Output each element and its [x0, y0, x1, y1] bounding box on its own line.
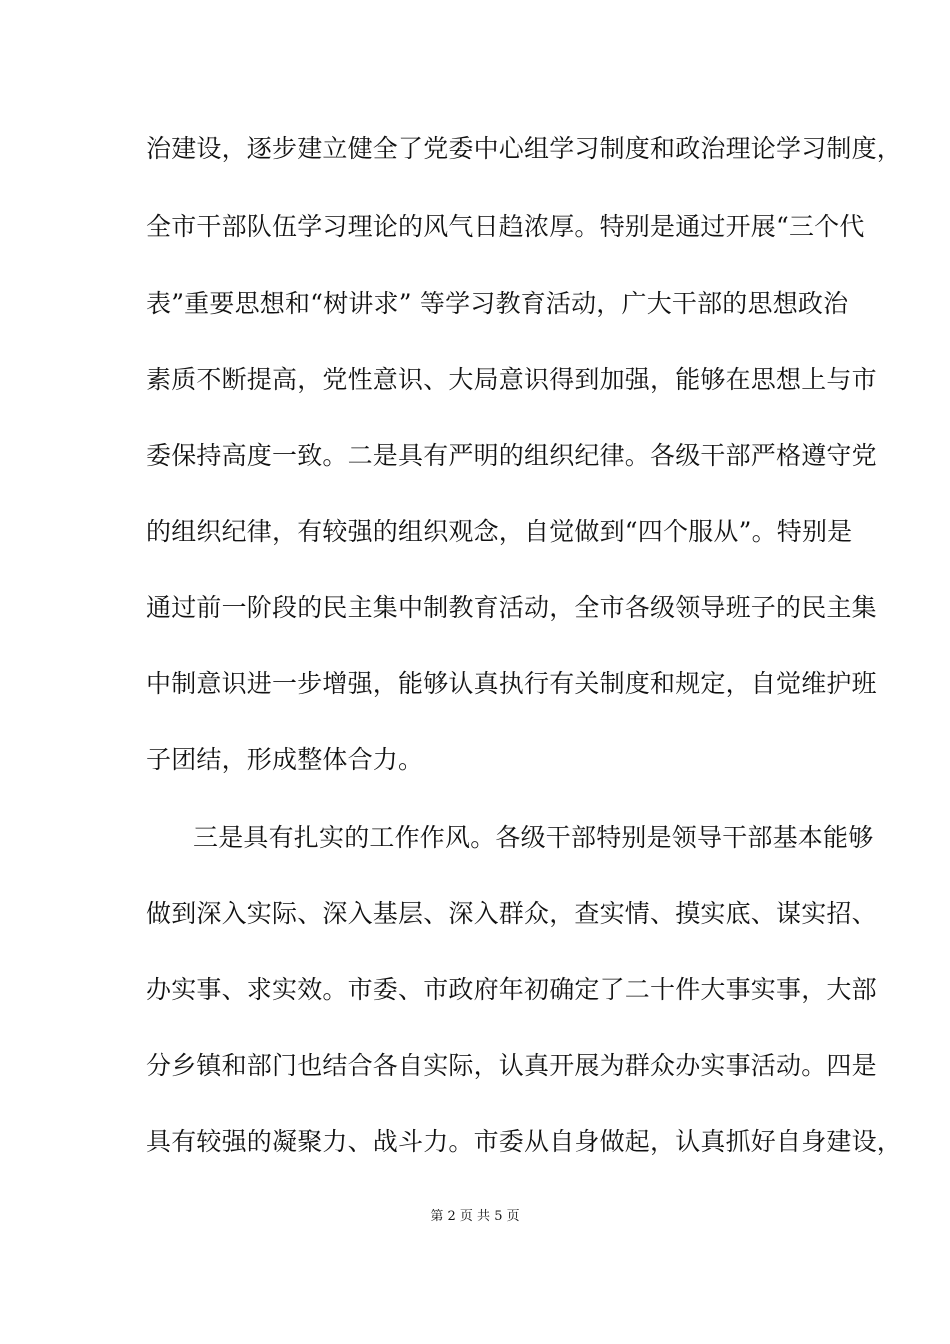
paragraph-first-line: 三是具有扎实的工作作风。各级干部特别是领导干部基本能够 — [193, 823, 874, 852]
body-text-line: 具有较强的凝聚力、战斗力。市委从自身做起，认真抓好自身建设， — [146, 1127, 903, 1156]
page-number-label: 第 2 页 共 5 页 — [430, 1209, 520, 1224]
body-text-line: 全市干部队伍学习理论的风气日趋浓厚。特别是通过开展“三个代 — [146, 212, 865, 241]
body-text-line: 子团结，形成整体合力。 — [146, 745, 424, 774]
body-text-line: 中制意识进一步增强，能够认真执行有关制度和规定，自觉维护班 — [146, 669, 877, 698]
body-text-line: 做到深入实际、深入基层、深入群众，查实情、摸实底、谋实招、 — [146, 899, 877, 928]
body-text-line: 的组织纪律，有较强的组织观念，自觉做到“四个服从”。特别是 — [146, 517, 853, 546]
body-text-line: 分乡镇和部门也结合各自实际，认真开展为群众办实事活动。四是 — [146, 1051, 877, 1080]
body-text-line: 办实事、求实效。市委、市政府年初确定了二十件大事实事，大部 — [146, 975, 877, 1004]
body-text-line: 通过前一阶段的民主集中制教育活动，全市各级领导班子的民主集 — [146, 593, 877, 622]
body-text-line: 表”重要思想和“树讲求” 等学习教育活动，广大干部的思想政治 — [146, 289, 849, 318]
body-text-line: 委保持高度一致。二是具有严明的组织纪律。各级干部严格遵守党 — [146, 441, 877, 470]
page-footer — [0, 1208, 950, 1226]
body-text-line: 治建设，逐步建立健全了党委中心组学习制度和政治理论学习制度， — [146, 134, 903, 163]
body-text-line: 素质不断提高，党性意识、大局意识得到加强，能够在思想上与市 — [146, 365, 877, 394]
